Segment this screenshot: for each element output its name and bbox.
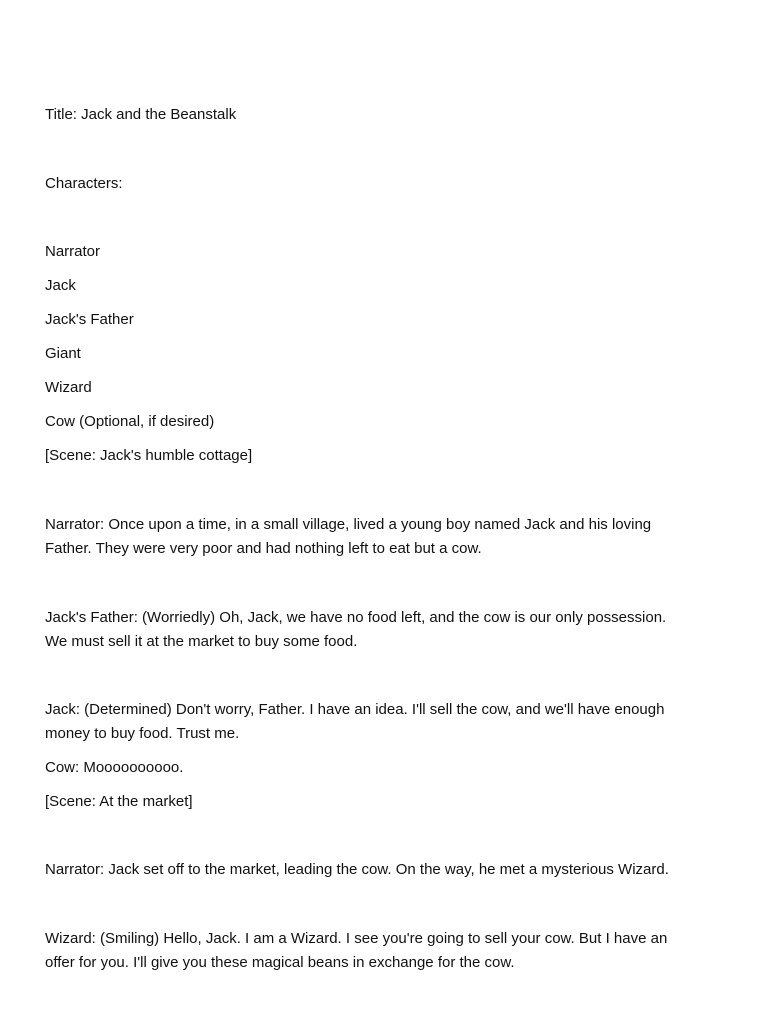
character-item: Cow (Optional, if desired) xyxy=(45,413,215,430)
scene-direction: [Scene: Jack's humble cottage] xyxy=(45,447,253,464)
character-item: Jack xyxy=(45,277,76,294)
paragraph-line: We must sell it at the market to buy some food. xyxy=(45,633,358,650)
character-item: Giant xyxy=(45,345,81,362)
paragraph-line: Narrator: Once upon a time, in a small village, lived a young boy named Jack and his loving xyxy=(45,516,652,533)
paragraph-line: Father. They were very poor and had nothing left to eat but a cow. xyxy=(45,540,482,557)
wizard-paragraph xyxy=(45,927,735,975)
character-item: Wizard xyxy=(45,379,92,396)
paragraph-line: Jack's Father: (Worriedly) Oh, Jack, we have no food left, and the cow is our only possession. xyxy=(45,609,667,626)
narrator-paragraph xyxy=(45,513,735,561)
paragraph-line: Wizard: (Smiling) Hello, Jack. I am a Wizard. I see you're going to sell your cow. But I have an xyxy=(45,930,668,947)
title-line: Title: Jack and the Beanstalk xyxy=(45,106,237,123)
scene-direction: [Scene: At the market] xyxy=(45,793,193,810)
cow-line: Cow: Moooooooooo. xyxy=(45,759,184,776)
jack-paragraph xyxy=(45,698,735,746)
paragraph-line: offer for you. I'll give you these magical beans in exchange for the cow. xyxy=(45,954,515,971)
father-paragraph xyxy=(45,606,735,654)
character-item: Jack's Father xyxy=(45,311,134,328)
narrator-line: Narrator: Jack set off to the market, leading the cow. On the way, he met a mysterious Wizard. xyxy=(45,861,669,878)
character-item: Narrator xyxy=(45,243,101,260)
characters-heading: Characters: xyxy=(45,175,123,192)
paragraph-line: Jack: (Determined) Don't worry, Father. I have an idea. I'll sell the cow, and we'll have enough xyxy=(45,701,665,718)
paragraph-line: money to buy food. Trust me. xyxy=(45,725,240,742)
